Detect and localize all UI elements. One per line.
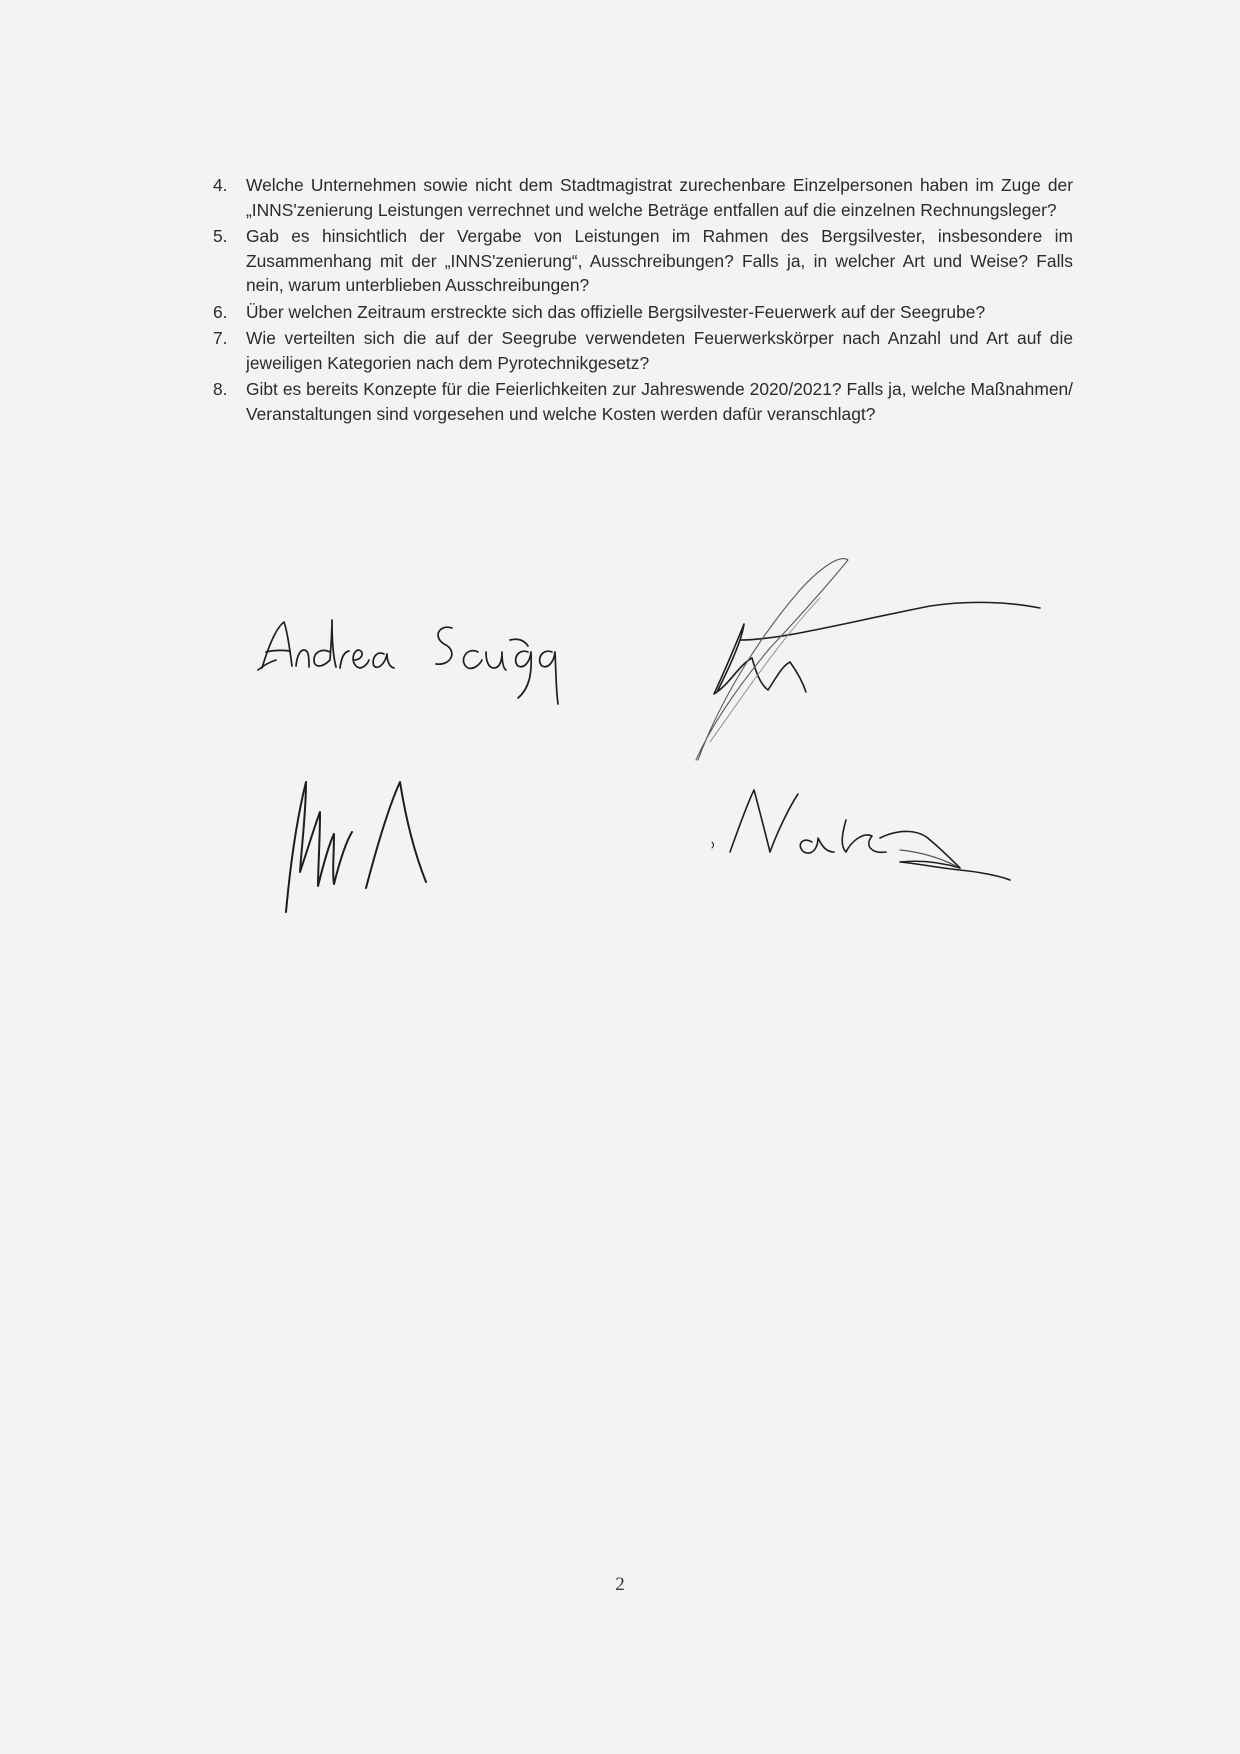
question-text: Gibt es bereits Konzepte für die Feierlichkeiten zur Jahreswende 2020/2021? Falls ja, welche Maßnahmen/ Veranstaltungen sind vorgesehen und welche Kosten werden dafür veranschlagt? [246,379,1073,424]
question-text: Gab es hinsichtlich der Vergabe von Leistungen im Rahmen des Bergsilvester, insbesondere im Zusammenhang mit der „INNS'zenierung“, Ausschreibungen? Falls ja, in welcher Art und Weise? Falls nein, warum unterblieben Ausschreibungen? [246,226,1073,295]
question-text: Wie verteilten sich die auf der Seegrube verwendeten Feuerwerkskörper nach Anzahl und Art auf die jeweiligen Kategorien nach dem Pyrotechnikgesetz? [246,328,1073,373]
signature-handwritten-name [258,620,558,704]
question-list [213,173,1073,428]
signature-flourish [696,559,1040,760]
question-text: Über welchen Zeitraum erstreckte sich das offizielle Bergsilvester-Feuerwerk auf der Seegrube? [246,301,986,322]
question-item [213,173,1073,222]
page-number: 2 [615,1574,625,1595]
question-item [213,300,1073,325]
question-number: 8. [213,379,228,399]
question-item [213,224,1073,298]
question-item [213,377,1073,426]
question-number: 4. [213,175,228,195]
signature-initials [286,782,426,912]
signature-surname [712,790,1010,880]
question-text: Welche Unternehmen sowie nicht dem Stadtmagistrat zurechenbare Einzelpersonen haben im Zuge der „INNS'zenierung Leistungen verrechnet und welche Beträge entfallen auf die einzelnen Rechnungsleger? [246,175,1073,220]
question-item [213,326,1073,375]
question-number: 6. [213,301,228,322]
question-number: 7. [213,328,228,348]
question-number: 5. [213,226,228,246]
